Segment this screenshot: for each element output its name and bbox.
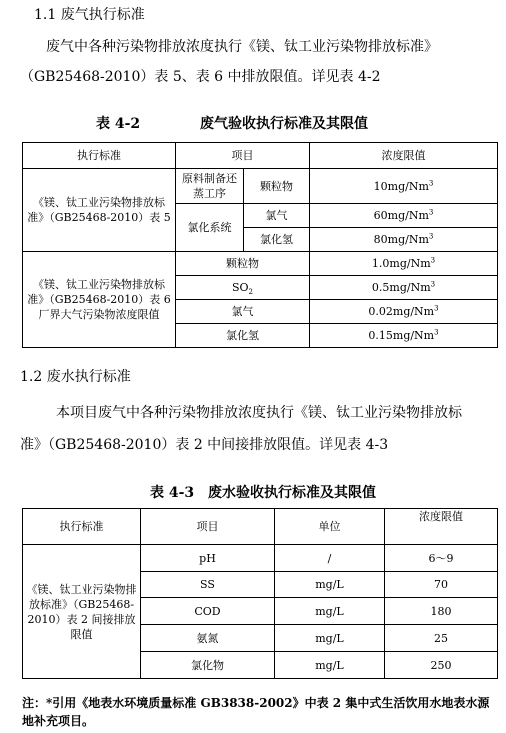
table-cell-standard: 《镁、钛工业污染物排放标准》（GB25468-2010）表 5 xyxy=(23,169,176,252)
table-header-limit: 浓度限值 xyxy=(385,509,498,545)
table-cell-limit: 250 xyxy=(385,652,498,679)
table-cell-unit: mg/L xyxy=(275,598,385,625)
section-heading-waste-gas: 1.1 废气执行标准 xyxy=(34,7,145,23)
table-cell-limit: 10mg/Nm$^3$ xyxy=(310,169,498,204)
table-header-limit: 浓度限值 xyxy=(310,143,498,169)
table-cell-limit: 0.15mg/Nm$^3$ xyxy=(310,324,498,348)
table-cell-unit: mg/L xyxy=(275,652,385,679)
table-caption-title: 废水验收执行标准及其限值 xyxy=(208,485,376,501)
table-cell-item: $SO_2$ xyxy=(176,276,310,300)
waste-gas-standard-table xyxy=(22,142,498,348)
table-cell-limit: 6～9 xyxy=(385,545,498,572)
section-paragraph-line: （GB25468-2010）表 5、表 6 中排放限值。详见表 4-2 xyxy=(20,69,381,85)
table-cell-item: 氯化氢 xyxy=(244,228,310,252)
table-cell-item: COD xyxy=(141,598,275,625)
table-cell-limit: 60mg/Nm$^3$ xyxy=(310,204,498,228)
table-footnote: 注：*引用《地表水环境质量标准 GB3838-2002》中表 2 集中式生活饮用水地表水源地补充项目。 xyxy=(22,696,490,728)
table-cell-subgroup: 氯化系统 xyxy=(176,204,244,252)
table-cell-limit: 1.0mg/Nm$^3$ xyxy=(310,252,498,276)
section-paragraph-line: 准》（GB25468-2010）表 2 中间接排放限值。详见表 4-3 xyxy=(20,437,389,453)
table-cell-item: 颗粒物 xyxy=(176,252,310,276)
table-cell-unit: mg/L xyxy=(275,572,385,598)
section-paragraph-line: 废气中各种污染物排放浓度执行《镁、钛工业污染物排放标准》 xyxy=(46,39,438,55)
table-header-item: 项目 xyxy=(176,143,310,169)
table-caption-title: 废气验收执行标准及其限值 xyxy=(200,116,368,132)
table-cell-limit: 70 xyxy=(385,572,498,598)
table-header-standard: 执行标准 xyxy=(23,509,141,545)
section-paragraph-line: 本项目废气中各种污染物排放浓度执行《镁、钛工业污染物排放标 xyxy=(56,405,462,421)
table-cell-item: 氯化氢 xyxy=(176,324,310,348)
table-cell-limit: 80mg/Nm$^3$ xyxy=(310,228,498,252)
waste-water-standard-table xyxy=(22,508,498,679)
table-cell-item: pH xyxy=(141,545,275,572)
table-cell-item: 氯化物 xyxy=(141,652,275,679)
table-cell-limit: 180 xyxy=(385,598,498,625)
table-cell-item: 氯气 xyxy=(176,300,310,324)
table-cell-limit: 25 xyxy=(385,625,498,652)
table-cell-unit: / xyxy=(275,545,385,572)
table-cell-standard: 《镁、钛工业污染物排放标准》（GB25468-2010）表 6 厂界大气污染物浓度限值 xyxy=(23,252,176,348)
table-cell-item: 氯气 xyxy=(244,204,310,228)
table-cell-limit: 0.5mg/Nm$^3$ xyxy=(310,276,498,300)
table-cell-unit: mg/L xyxy=(275,625,385,652)
table-header-unit: 单位 xyxy=(275,509,385,545)
table-cell-item: 颗粒物 xyxy=(244,169,310,204)
table-header-standard: 执行标准 xyxy=(23,143,176,169)
table-caption-number: 表 4-2 xyxy=(96,116,141,132)
table-cell-item: SS xyxy=(141,572,275,598)
table-header-item: 项目 xyxy=(141,509,275,545)
table-caption-number: 表 4-3 xyxy=(150,485,195,501)
table-cell-limit: 0.02mg/Nm$^3$ xyxy=(310,300,498,324)
table-cell-item: 氨氮 xyxy=(141,625,275,652)
table-cell-subgroup: 原料制备还蒸工序 xyxy=(176,169,244,204)
section-heading-waste-water: 1.2 废水执行标准 xyxy=(20,369,131,385)
table-cell-standard: 《镁、钛工业污染物排放标准》（GB25468-2010）表 2 间接排放限值 xyxy=(23,545,141,679)
